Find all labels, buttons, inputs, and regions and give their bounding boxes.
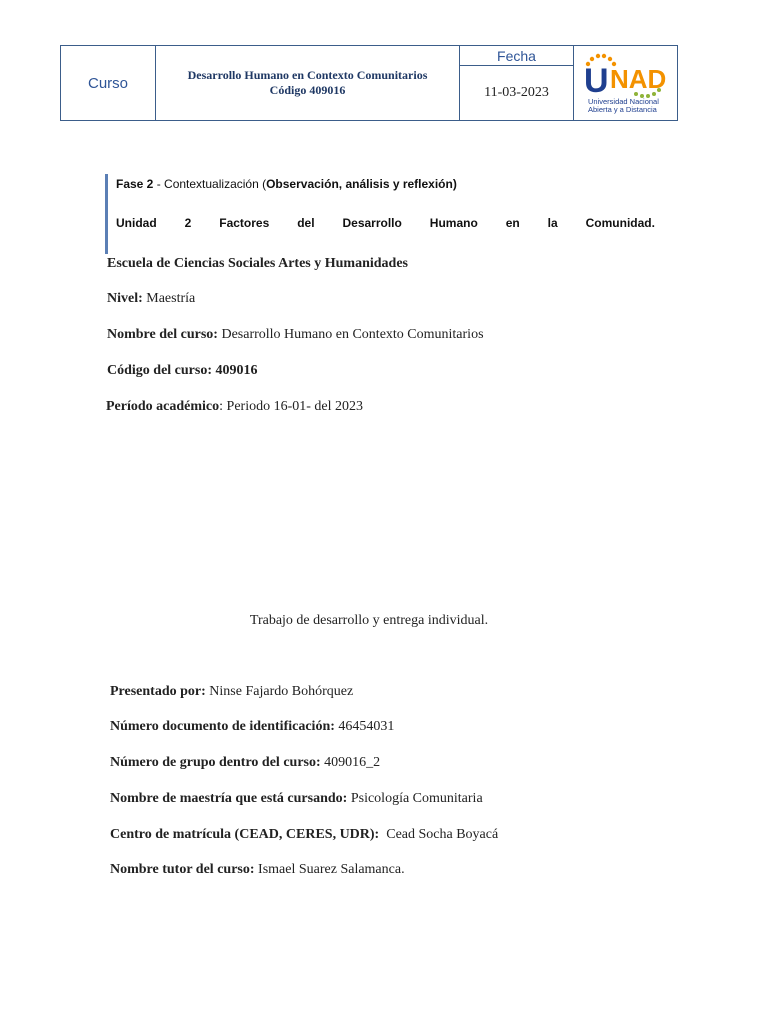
nombre-curso-label: Nombre del curso: <box>107 327 218 342</box>
unidad-word: Factores <box>219 216 270 230</box>
nombre-curso-line <box>107 327 484 343</box>
unad-logo <box>574 46 677 120</box>
fecha-value: 11-03-2023 <box>484 85 549 100</box>
logo-nad: NAD <box>609 64 666 94</box>
presentado-value: Ninse Fajardo Bohórquez <box>205 684 354 699</box>
periodo-value: : Periodo 16-01- del 2023 <box>219 399 364 414</box>
unidad-word: Unidad <box>116 216 157 230</box>
escuela-line: Escuela de Ciencias Sociales Artes y Humanidades <box>107 256 409 271</box>
course-title: Desarrollo Humano en Contexto Comunitarios <box>187 68 428 82</box>
maestria-value: Psicología Comunitaria <box>347 791 483 806</box>
documento-line <box>110 719 394 735</box>
documento-value: 46454031 <box>334 719 395 734</box>
fase-text: Contextualización ( <box>164 177 267 191</box>
curso-label: Curso <box>61 46 156 120</box>
centro-value: Cead Socha Boyacá <box>379 827 499 842</box>
nivel-line <box>107 291 195 307</box>
grupo-label: Número de grupo dentro del curso: <box>110 755 321 770</box>
tutor-label: Nombre tutor del curso: <box>110 862 255 877</box>
unidad-word: Desarrollo <box>342 216 402 230</box>
periodo-label: Período académico <box>106 399 220 414</box>
unidad-word: 2 <box>184 216 192 230</box>
centro-label: Centro de matrícula (CEAD, CERES, UDR): <box>110 827 380 842</box>
unidad-word: en <box>505 216 520 230</box>
fase-block <box>105 174 655 254</box>
unidad-word: Humano <box>429 216 478 230</box>
unidad-line <box>116 216 655 230</box>
unidad-word: la <box>547 216 558 230</box>
tutor-value: Ismael Suarez Salamanca. <box>254 862 405 877</box>
nivel-value: Maestría <box>142 291 196 306</box>
maestria-label: Nombre de maestría que está cursando: <box>110 791 348 806</box>
logo-u: U <box>583 62 609 100</box>
logo-subtitle-2: Abierta y a Distancia <box>587 105 657 114</box>
header-table <box>60 45 678 121</box>
unidad-word: Comunidad. <box>585 216 655 230</box>
tutor-line <box>110 862 405 878</box>
fecha-cell <box>460 46 574 120</box>
nivel-label: Nivel: <box>107 291 143 306</box>
fecha-label: Fecha <box>460 46 573 66</box>
fase-line <box>116 177 457 191</box>
fase-number: Fase 2 <box>116 177 154 191</box>
maestria-line <box>110 791 483 807</box>
periodo-line <box>106 399 363 415</box>
fase-sep: - <box>153 177 165 191</box>
presentado-label: Presentado por: <box>110 684 206 699</box>
documento-label: Número documento de identificación: <box>110 719 335 734</box>
grupo-line <box>110 755 380 771</box>
codigo-line: Código del curso: 409016 <box>107 363 258 378</box>
fase-subtitle: Observación, análisis y reflexión) <box>266 177 457 191</box>
course-code: Código 409016 <box>269 83 346 97</box>
course-title-cell <box>156 46 460 120</box>
nombre-curso-value: Desarrollo Humano en Contexto Comunitarios <box>217 327 484 342</box>
logo-subtitle-1: Universidad Nacional <box>587 97 659 106</box>
unad-logo-icon <box>576 50 676 116</box>
centro-line <box>110 827 498 843</box>
unidad-word: del <box>297 216 315 230</box>
presentado-line <box>110 684 353 700</box>
grupo-value: 409016_2 <box>320 755 381 770</box>
trabajo-line: Trabajo de desarrollo y entrega individual. <box>249 613 489 628</box>
